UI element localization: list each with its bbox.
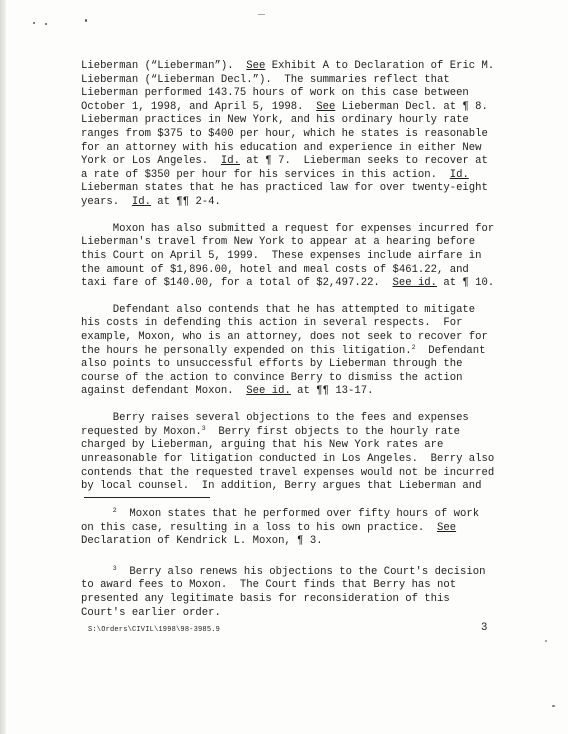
text-line: contends that the requested travel expenses would not be incurred [81,466,495,479]
text-line: requested by Moxon.$^3$ Berry first objects to the hourly rate [81,424,460,438]
footnote-separator [84,497,210,498]
text-line: Lieberman practices in New York, and his ordinary hourly rate [81,114,469,127]
scan-speck [552,705,555,707]
text-line: York or Los Angeles. Id. at ¶ 7. Lieberman seeks to recover at [81,155,488,168]
text-line: years. Id. at ¶¶ 2-4. [81,195,221,208]
citation-signal: See id. [392,277,438,290]
text-line: also points to unsuccessful efforts by Lieberman through the [81,358,463,371]
body-paragraph-2 [81,223,551,291]
footnote-marker: 2 [112,507,117,514]
citation-signal: See [316,100,336,113]
text-line: a rate of $350 per hour for his services in this action. Id. [81,168,469,181]
text-line: taxi fare of $140.00, for a total of $2,497.22. See id. at ¶ 10. [81,277,495,290]
text-line: Moxon has also submitted a request for expenses incurred for [81,222,495,235]
page-number: 3 [481,622,488,634]
citation-signal: See [437,521,457,534]
text-line: $^2$ Moxon states that he performed over fifty hours of work [112,507,480,520]
text-line: his costs in defending this action in several respects. For [81,317,463,330]
footnotes [81,508,551,620]
footnote-marker: 2 [411,343,416,351]
text-line: Lieberman states that he has practiced law for over twenty-eight [81,182,488,195]
footnote-3 [81,566,551,620]
text-line: October 1, 1998, and April 5, 1998. See Lieberman Decl. at ¶ 8. [81,100,488,113]
text-line: the hours he personally expended on this litigation.$^2$ Defendant [81,343,486,357]
text-line: Court's earlier order. [81,606,221,619]
text-line: Defendant also contends that he has attempted to mitigate [81,303,476,316]
text-line: to award fees to Moxon. The Court finds that Berry has not [81,579,457,592]
body-paragraph-3 [81,304,551,399]
text-line: Berry raises several objections to the fees and expenses [81,412,469,425]
text-line: this Court on April 5, 1999. These expenses include airfare in [81,249,482,262]
citation-signal: Id. [131,195,151,208]
scan-edge [0,0,6,734]
scan-speck [33,22,35,24]
scan-speck [258,14,265,15]
text-line: Lieberman (“Lieberman”). See Exhibit A to Declaration of Eric M. [81,60,495,72]
footer-file-path: S:\Orders\CIVIL\1998\98-3985.9 [88,626,221,634]
body-text [81,60,551,494]
citation-signal: Id. [220,155,240,168]
text-line: by local counsel. In addition, Berry argues that Lieberman and [81,480,482,493]
text-line: Declaration of Kendrick L. Moxon, ¶ 3. [81,535,323,548]
text-line: charged by Lieberman, arguing that his New York rates are [81,439,444,452]
text-line: presented any legitimate basis for reconsideration of this [81,592,450,605]
text-line: $^3$ Berry also renews his objections to the Court's decision [112,564,486,578]
footnote-marker: 3 [112,564,117,572]
text-line: Lieberman's travel from New York to appear at a hearing before [81,236,476,249]
footnote-2 [81,508,551,549]
citation-signal: See id. [246,385,291,398]
text-line: for an attorney with his education and experience in either New [81,141,482,154]
text-line: example, Moxon, who is an attorney, does not seek to recover for [81,331,488,344]
text-line: Lieberman (“Lieberman Decl.”). The summaries reflect that [81,73,450,86]
scan-speck [45,23,47,25]
text-line: on this case, resulting in a loss to his own practice. See [81,521,457,534]
body-paragraph-1 [81,60,551,210]
footnote-marker: 3 [201,424,206,432]
text-line: Lieberman performed 143.75 hours of work on this case between [81,87,469,100]
text-line: the amount of $1,896.00, hotel and meal costs of $461.22, and [81,263,469,276]
text-line: ranges from $375 to $400 per hour, which he states is reasonable [81,127,488,140]
text-line: course of the action to convince Berry to dismiss the action [81,371,463,384]
text-line: against defendant Moxon. See id. at ¶¶ 13-17. [81,385,374,398]
scan-speck [85,19,87,22]
scan-speck [545,640,547,642]
body-paragraph-4 [81,412,551,494]
citation-signal: Id. [449,168,469,181]
text-line: unreasonable for litigation conducted in Los Angeles. Berry also [81,453,495,465]
citation-signal: See [246,60,266,72]
